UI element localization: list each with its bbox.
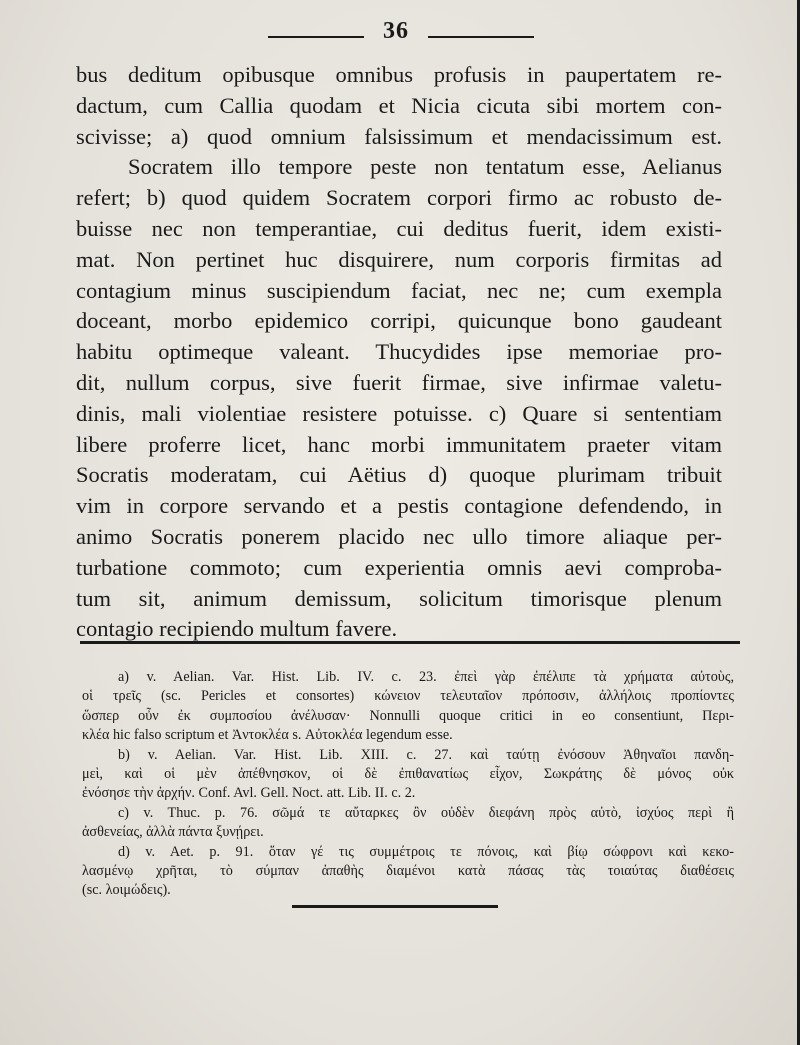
footnote-line: a) v. Aelian. Var. Hist. Lib. IV. c. 23. ἐπεὶ γὰρ ἐπέλιπε τὰ χρήματα αὐτοὺς, (118, 669, 734, 685)
footnote-line: c) v. Thuc. p. 76. σῶμά τε αὔταρκες ὂν οὐδὲν διεφάνη πρὸς αὐτὸ, ἰσχύος περὶ ἢ (118, 804, 734, 821)
footnote-line: οἱ τρεῖς (sc. Pericles et consortes) κώνειον τελευταῖον πρόποσιν, ἀλλήλοις προπίοντες (82, 688, 734, 705)
text-line: habitu optimeque valeant. Thucydides ipse memoriae pro- (76, 339, 722, 365)
text-line: dit, nullum corpus, sive fuerit firmae, sive infirmae valetu- (76, 369, 722, 395)
text-line: refert; b) quod quidem Socratem corpori firmo ac robusto de- (76, 185, 722, 211)
text-line: bus deditum opibusque omnibus profusis in paupertatem re- (76, 62, 722, 87)
header-rule-right (428, 36, 534, 38)
text-line: doceant, morbo epidemico corripi, quicunque bono gaudeant (76, 308, 722, 334)
footnote-separator (80, 641, 740, 644)
text-line: scivisse; a) quod omnium falsissimum et mendacissimum est. (76, 123, 722, 149)
text-line: vim in corpore servando et a pestis contagione defendendo, in (76, 493, 722, 519)
footnotes (82, 668, 734, 901)
text-line: contagium minus suscipiendum faciat, nec ne; cum exempla (76, 277, 722, 303)
page-header (0, 14, 800, 48)
text-line: mat. Non pertinet huc disquirere, num corporis firmitas ad (76, 246, 722, 272)
header-rule-left (268, 36, 364, 38)
text-line: animo Socratis ponerem placido nec ullo timore aliaque per- (76, 523, 722, 549)
footnote-line: ἀσθενείας, ἀλλὰ πάντα ξυνῄρει. (82, 824, 264, 841)
text-line: buisse nec non temperantiae, cui deditus fuerit, idem existi- (76, 215, 722, 241)
page-number: 36 (383, 18, 409, 44)
end-rule (292, 905, 498, 908)
footnote-line: μεὶ, καὶ οἱ μὲν ἀπέθνησκον, οἱ δὲ ἐπιθανατίως εἶχον, Σωκράτης δὲ μόνος οὐκ (82, 766, 734, 783)
footnote-line: d) v. Aet. p. 91. ὅταν γέ τις συμμέτροις τε πόνοις, καὶ βίῳ σώφρονι καὶ κεκο- (118, 843, 734, 860)
footnote-line: κλέα hic falso scriptum et Ἀντοκλέα s. Αὐτοκλέα legendum esse. (82, 727, 453, 744)
text-line: contagio recipiendo multum favere. (76, 616, 398, 642)
text-line: libere proferre licet, hanc morbi immunitatem praeter vitam (76, 431, 722, 457)
text-line: dactum, cum Callia quodam et Nicia cicuta sibi mortem con- (76, 92, 722, 118)
text-line: tum sit, animum demissum, solicitum timorisque plenum (76, 585, 722, 611)
text-line: Socratem illo tempore peste non tentatum esse, Aelianus (128, 154, 722, 180)
footnote-line: ἐνόσησε τὴν ἀρχήν. Conf. Avl. Gell. Noct. att. Lib. II. c. 2. (82, 785, 416, 802)
main-text (76, 60, 722, 645)
footnote-line: ὥσπερ οὖν ἐκ συμποσίου ἀνέλυσαν· Nonnulli quoque critici in eo consentiunt, Περι- (82, 707, 734, 724)
footnote-line: λασμένῳ χρῆται, τὸ σύμπαν ἀπαθὴς διαμένοι κατὰ πάσας τὰς τοιαύτας διαθέσεις (82, 863, 734, 880)
text-line: turbatione commoto; cum experientia omnis aevi comproba- (76, 554, 722, 580)
text-line: Socratis moderatam, cui Aëtius d) quoque plurimam tribuit (76, 462, 722, 488)
text-line: dinis, mali violentiae resistere potuisse. c) Quare si sententiam (76, 400, 722, 426)
footnote-line: (sc. λοιμώδεις). (82, 882, 171, 899)
footnote-line: b) v. Aelian. Var. Hist. Lib. XIII. c. 27. καὶ ταύτῃ ἐνόσουν Ἀθηναῖοι πανδη- (118, 746, 734, 763)
